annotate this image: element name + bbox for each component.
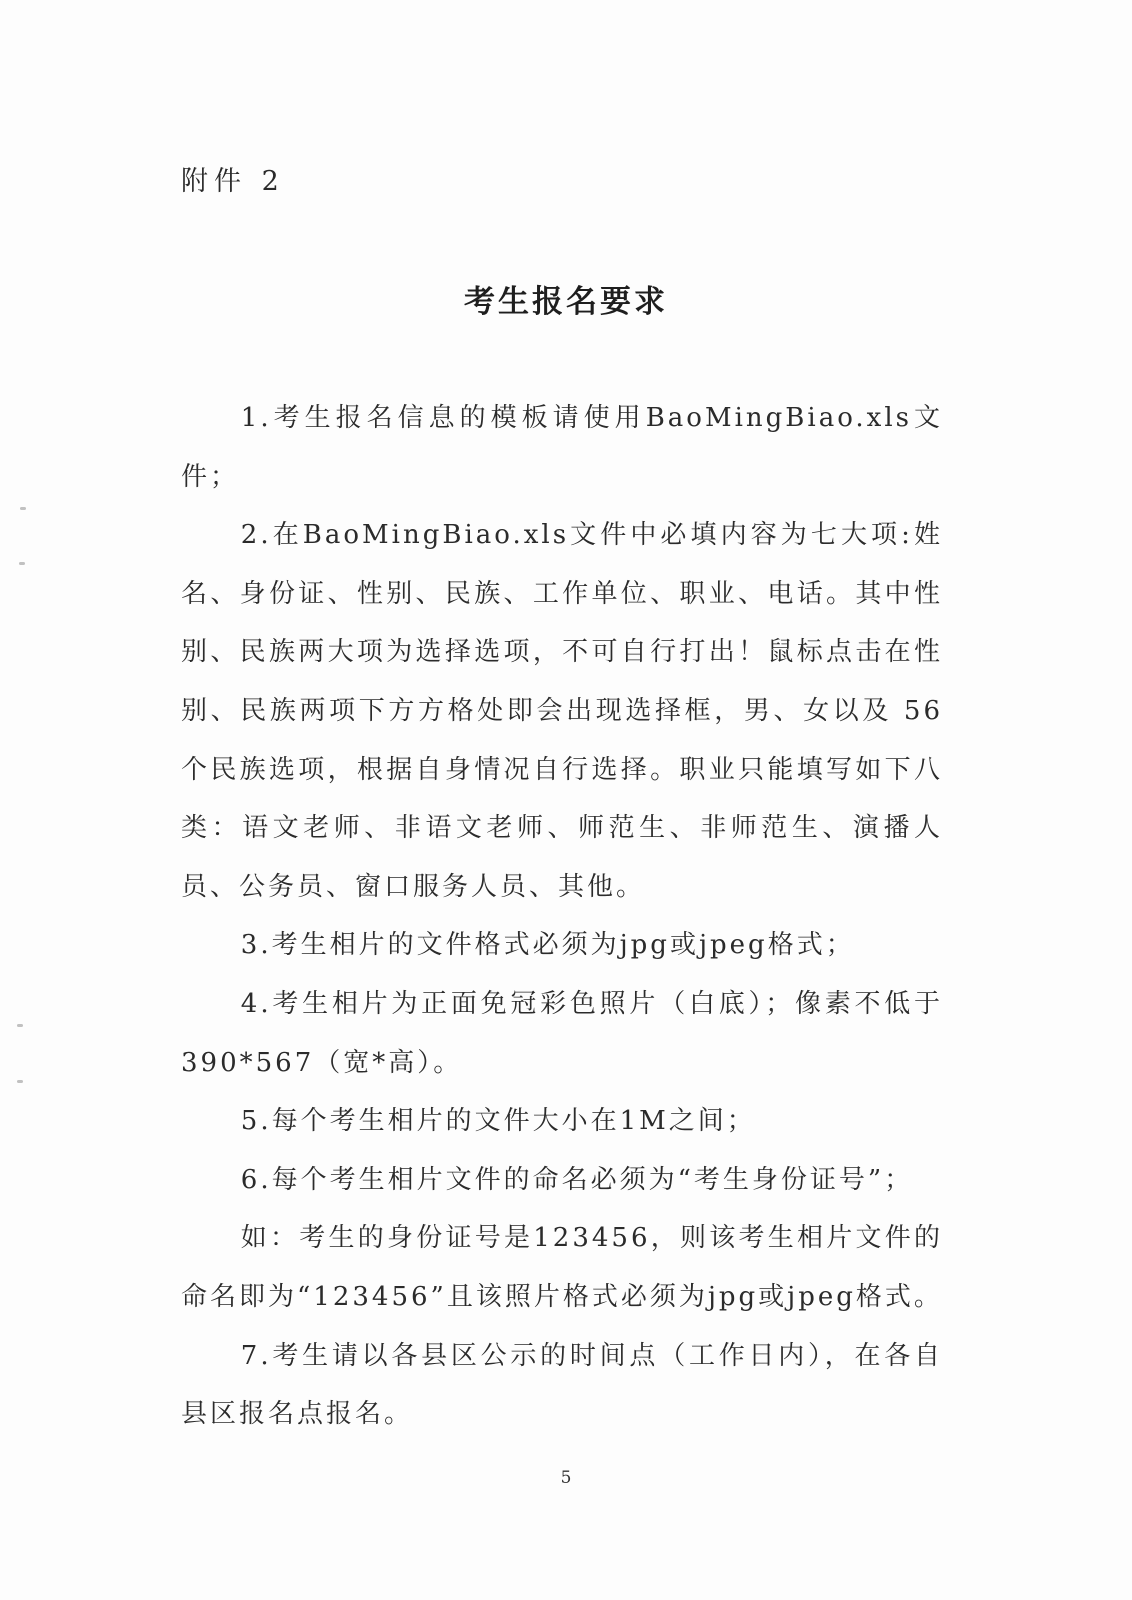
requirement-paragraph-4: 4.考生相片为正面免冠彩色照片（白底）；像素不低于390*567（宽*高）。 [181,988,943,1078]
requirement-paragraph-3: 3.考生相片的文件格式必须为jpg或jpeg格式； [240,930,855,961]
requirement-paragraph-6: 6.每个考生相片文件的命名必须为“考生身份证号”； [240,1164,914,1195]
requirement-paragraph-7: 7.考生请以各县区公示的时间点（工作日内），在各自县区报名点报名。 [181,1340,943,1430]
scan-speck [19,562,25,565]
page-number: 5 [560,1468,572,1488]
requirement-paragraph-5: 5.每个考生相片的文件大小在1M之间； [240,1106,756,1137]
requirement-paragraph-1: 1.考生报名信息的模板请使用BaoMingBiao.xls文件； [181,403,943,492]
scan-speck [17,1080,23,1083]
attachment-label: 附件 2 [181,166,285,197]
requirement-example-paragraph: 如：考生的身份证号是123456，则该考生相片文件的命名即为“123456”且该照片格式必须为jpg或jpeg格式。 [181,1223,943,1312]
requirement-paragraph-2: 2.在BaoMingBiao.xls文件中必填内容为七大项:姓名、身份证、性别、民族、工作单位、职业、电话。其中性别、民族两大项为选择选项，不可自行打出！鼠标点击在性别、民族两项下方方格处即会出现选择框，男、女以及 56 个民族选项，根据自身情况自行选择。职业只能填写如下八类：语文老师、非语文老师、师范生、非师范生、演播人员、公务员、窗口服务人员、其他。 [181,520,943,902]
requirements-body [181,389,943,1444]
scan-speck [20,507,26,510]
scan-speck [17,1024,23,1027]
document-title: 考生报名要求 [464,284,668,320]
